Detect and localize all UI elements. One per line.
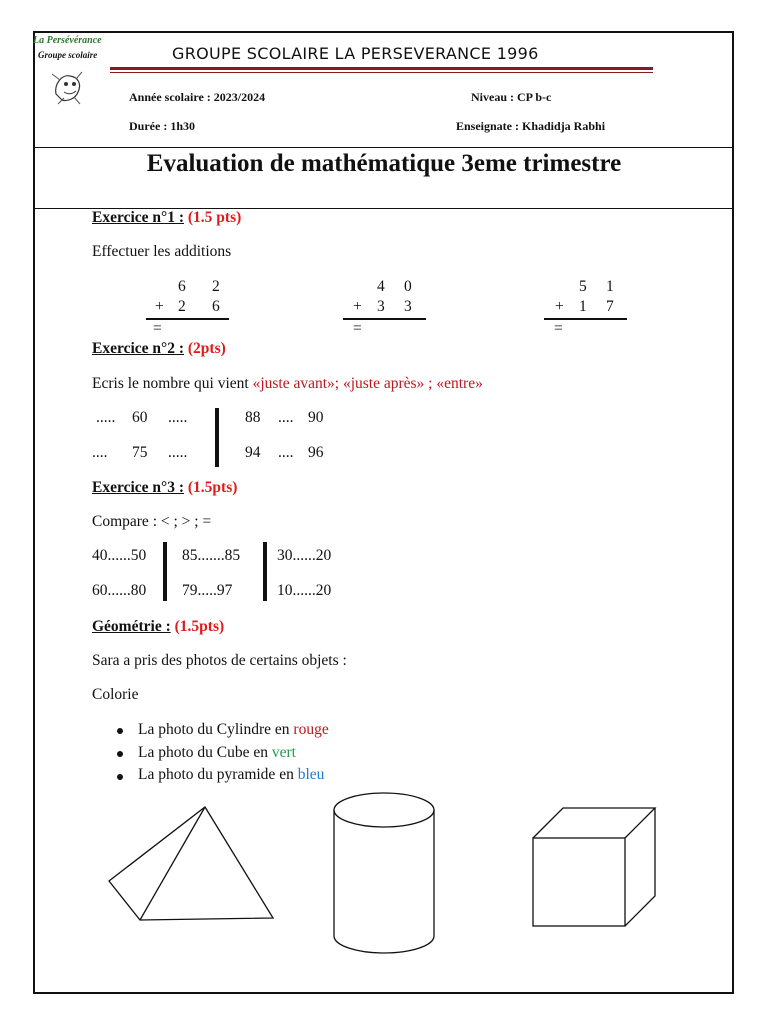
exercise-2-instruction-keywords: «juste avant»; «juste après» ; «entre» [252,375,483,392]
addition-1-top-tens: 6 [178,278,186,295]
geometry-colorie: Colorie [92,686,139,703]
geometry-label: Géométrie : [92,618,171,635]
cube-shape-icon[interactable] [525,800,665,935]
exercise-3-heading [92,479,237,497]
color-item-pyramid-text: La photo du pyramide en [138,766,298,783]
compare-divider-1 [163,542,167,601]
bullet-icon [117,728,123,734]
sequence-right-1-last: 90 [308,409,324,426]
sequence-right-1-first: 88 [245,409,261,426]
exercise-2-instruction-text: Ecris le nombre qui vient [92,375,253,392]
compare-divider-2 [263,542,267,601]
addition-3-plus: + [555,298,564,315]
sequence-left-1-after: ..... [168,409,188,426]
geometry-sentence: Sara a pris des photos de certains objets : [92,652,347,669]
sequence-right-2-blank: .... [278,444,294,461]
mascot-logo-icon [48,64,88,108]
color-item-cube-text: La photo du Cube en [138,744,272,761]
cylinder-shape-icon[interactable] [325,790,445,960]
logo-title: La Persévérance [33,35,102,46]
exercise-1-label: Exercice n°1 : [92,209,184,226]
school-name: GROUPE SCOLAIRE LA PERSEVERANCE 1996 [172,44,539,63]
exercise-2-label: Exercice n°2 : [92,340,184,357]
exercise-2-divider [215,408,219,467]
sequence-left-1-number: 60 [132,409,148,426]
color-item-cylinder-text: La photo du Cylindre en [138,721,294,738]
duration: Durée : 1h30 [129,119,195,133]
exercise-2-points: (2pts) [187,340,226,357]
exercise-1-instruction: Effectuer les additions [92,243,232,260]
compare-2-2: 79.....97 [182,582,233,599]
addition-3-bottom-tens: 1 [579,298,587,315]
compare-1-2: 60......80 [92,582,147,599]
bullet-icon [117,751,123,757]
compare-3-1: 30......20 [277,547,332,564]
addition-3-bottom-units: 7 [606,298,614,315]
addition-2-top-units: 0 [404,278,412,295]
header-rule [110,67,653,70]
compare-1-1: 40......50 [92,547,147,564]
color-word-blue: bleu [297,766,325,783]
color-item-pyramid [138,766,324,784]
class-level: Niveau : CP b-c [471,90,552,104]
addition-2-bottom-units: 3 [404,298,412,315]
color-item-cylinder [138,721,329,739]
page-title: Evaluation de mathématique 3eme trimestre [146,150,622,177]
teacher-name: Enseignate : Khadidja Rabhi [456,119,606,133]
logo-subtitle: Groupe scolaire [38,50,98,60]
pyramid-shape-icon[interactable] [100,800,290,930]
exercise-1-points: (1.5 pts) [187,209,242,226]
addition-1-bottom-units: 6 [212,298,220,315]
exercise-3-instruction: Compare : < ; > ; = [92,513,212,530]
exercise-3-points: (1.5pts) [187,479,238,496]
exercise-2-instruction [92,375,483,393]
exercise-1-heading [92,209,241,227]
title-top-rule [33,147,734,148]
addition-1-plus: + [155,298,164,315]
addition-2-bottom-tens: 3 [377,298,385,315]
addition-3-top-tens: 5 [579,278,587,295]
sequence-right-1-blank: .... [278,409,294,426]
exercise-3-label: Exercice n°3 : [92,479,184,496]
sequence-left-2-before: .... [92,444,108,461]
addition-2-plus: + [353,298,362,315]
addition-3-equals: = [554,320,563,337]
geometry-points: (1.5pts) [174,618,225,635]
sequence-right-2-first: 94 [245,444,261,461]
color-word-red: rouge [293,721,329,738]
color-word-green: vert [271,744,296,761]
addition-1-top-units: 2 [212,278,220,295]
compare-3-2: 10......20 [277,582,332,599]
sequence-left-1-before: ..... [96,409,116,426]
addition-2-top-tens: 4 [377,278,385,295]
addition-2-equals: = [353,320,362,337]
addition-3-top-units: 1 [606,278,614,295]
addition-1-bottom-tens: 2 [178,298,186,315]
compare-2-1: 85.......85 [182,547,241,564]
exercise-2-heading [92,340,226,358]
addition-1-equals: = [153,320,162,337]
sequence-left-2-after: ..... [168,444,188,461]
geometry-heading [92,618,224,636]
sequence-right-2-last: 96 [308,444,324,461]
header-rule-thin [110,72,653,73]
sequence-left-2-number: 75 [132,444,148,461]
school-year: Année scolaire : 2023/2024 [129,90,266,104]
bullet-icon [117,774,123,780]
color-item-cube [138,744,296,762]
